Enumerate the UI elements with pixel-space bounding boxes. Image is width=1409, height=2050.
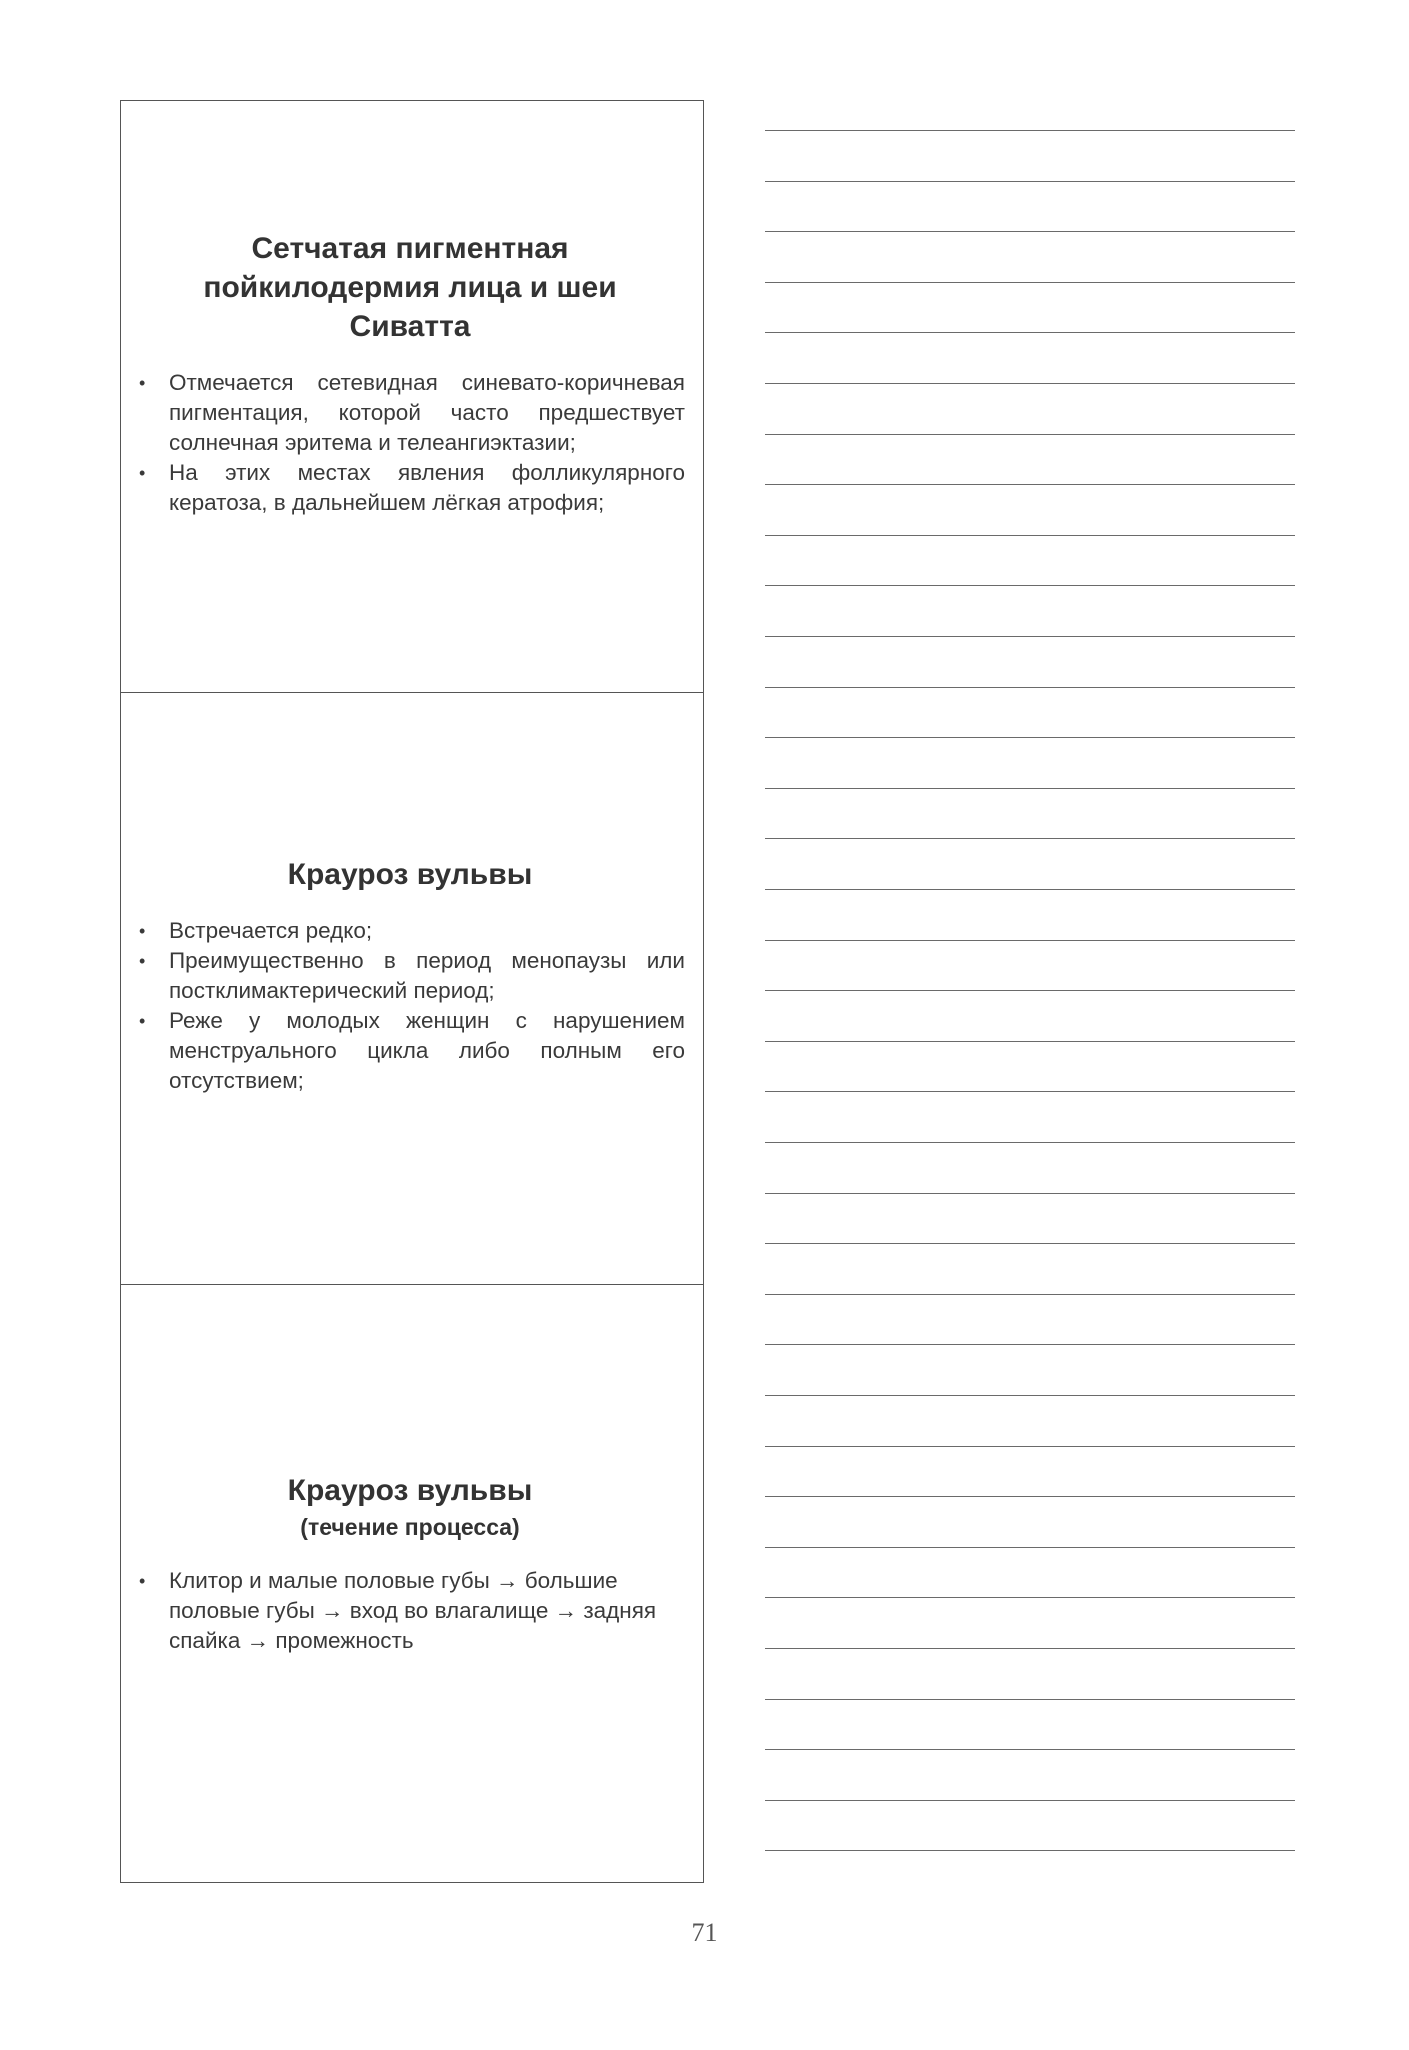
note-line (765, 636, 1295, 637)
bullet-icon: • (139, 951, 146, 971)
note-line (765, 1041, 1295, 1042)
slide-title (135, 1471, 685, 1510)
title-line: Сетчатая пигментная (251, 232, 569, 265)
page-number: 71 (691, 1918, 718, 1947)
bullet-text: Реже у молодых женщин с нарушением менструального цикла либо полным его отсутствием; (169, 1008, 685, 1093)
note-line (765, 1395, 1295, 1396)
bullet-icon: • (139, 373, 146, 393)
note-line (765, 1142, 1295, 1143)
note-line (765, 535, 1295, 536)
note-line (765, 130, 1295, 131)
note-line (765, 1648, 1295, 1649)
note-line (765, 838, 1295, 839)
note-line (765, 231, 1295, 232)
note-line (765, 1294, 1295, 1295)
bullet-icon: • (139, 1011, 146, 1031)
title-line: Крауроз вульвы (287, 1474, 533, 1507)
slide-title (135, 229, 685, 346)
list-item (135, 916, 685, 946)
bullet-icon: • (139, 921, 146, 941)
slide-subtitle: (течение процесса) (300, 1514, 520, 1540)
slide-3 (121, 1285, 703, 1882)
title-line: Крауроз вульвы (287, 858, 533, 891)
slide-2 (121, 693, 703, 1285)
bullet-list (135, 916, 685, 1096)
note-line (765, 1850, 1295, 1851)
note-line (765, 282, 1295, 283)
bullet-text: Преимущественно в период менопаузы или постклимактерический период; (169, 948, 685, 1003)
note-line (765, 990, 1295, 991)
bullet-text: Встречается редко; (169, 918, 373, 943)
list-item (135, 1006, 685, 1096)
note-line (765, 687, 1295, 688)
note-line (765, 434, 1295, 435)
list-item (135, 946, 685, 1006)
notes-lines (765, 100, 1295, 1870)
list-item (135, 368, 685, 458)
slide-1 (121, 101, 703, 693)
bullet-text: На этих местах явления фолликулярного кератоза, в дальнейшем лёгкая атрофия; (169, 460, 685, 515)
bullet-text: Отмечается сетевидная синевато-коричневая пигментация, которой часто предшествует солнечная эритема и телеангиэктазии; (169, 370, 685, 455)
slides-column (120, 100, 704, 1883)
note-line (765, 383, 1295, 384)
bullet-list (135, 368, 685, 518)
note-line (765, 1193, 1295, 1194)
slide-title (135, 855, 685, 894)
note-line (765, 1547, 1295, 1548)
bullet-icon: • (139, 1571, 146, 1591)
bullet-icon: • (139, 463, 146, 483)
note-line (765, 1749, 1295, 1750)
note-line (765, 1699, 1295, 1700)
list-item (135, 458, 685, 518)
note-line (765, 1446, 1295, 1447)
note-line (765, 1496, 1295, 1497)
note-line (765, 737, 1295, 738)
note-line (765, 940, 1295, 941)
note-line (765, 181, 1295, 182)
bullet-list (135, 1566, 685, 1656)
note-line (765, 889, 1295, 890)
note-line (765, 1800, 1295, 1801)
note-line (765, 332, 1295, 333)
note-line (765, 1597, 1295, 1598)
list-item (135, 1566, 685, 1656)
note-line (765, 1344, 1295, 1345)
note-line (765, 1091, 1295, 1092)
bullet-text: Клитор и малые половые губы → большие половые губы → вход во влагалище → задняя спайка → промежность (169, 1568, 657, 1653)
note-line (765, 484, 1295, 485)
title-line: Сиватта (349, 310, 471, 343)
note-line (765, 585, 1295, 586)
note-line (765, 1243, 1295, 1244)
title-line: пойкилодермия лица и шеи (203, 271, 617, 304)
note-line (765, 788, 1295, 789)
